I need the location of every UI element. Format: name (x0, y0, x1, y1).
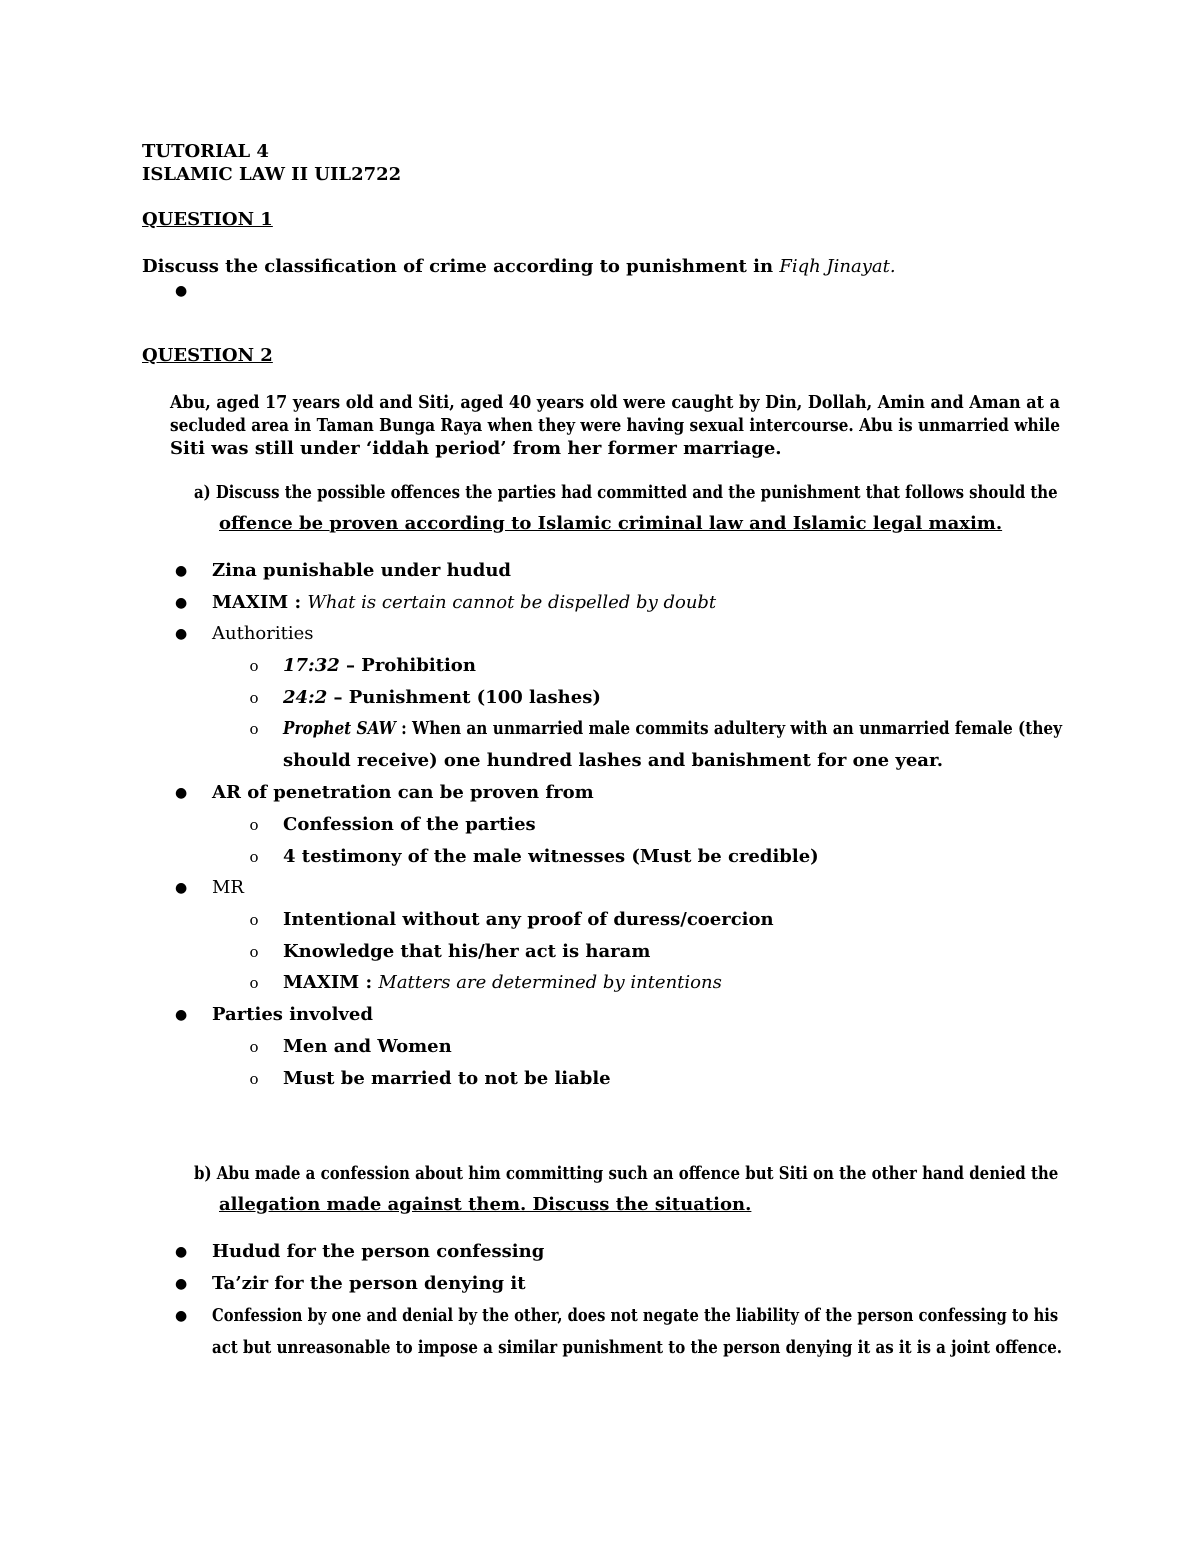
sub-bullet-icon: o (249, 911, 259, 929)
joint-offence-line-1: Confession by one and denial by the other, does not negate the liability of the person confessing to his (212, 1305, 1059, 1326)
sub-item-men-women: Men and Women (283, 1036, 452, 1057)
bullet-icon: ● (175, 283, 188, 299)
sub-item-intentional: Intentional without any proof of duress/coercion (283, 909, 774, 930)
bullet-icon: ● (175, 785, 188, 801)
part-a-question-line-1 (194, 482, 1058, 504)
sub-bullet-icon: o (249, 689, 259, 707)
sub-item-testimony: 4 testimony of the male witnesses (Must be credible) (283, 846, 819, 867)
list-item-mr: MR (212, 877, 244, 898)
ref-17-32: 17:32 (283, 655, 340, 676)
bullet-icon: ● (175, 880, 188, 896)
bullet-icon: ● (175, 1244, 188, 1260)
sub-item-punishment (283, 687, 601, 709)
sub-bullet-icon: o (249, 720, 259, 738)
list-item-hudud-confessing: Hudud for the person confessing (212, 1241, 545, 1262)
scenario-line-1: Abu, aged 17 years old and Siti, aged 40 years old were caught by Din, Dollah, Amin and Aman at a (170, 392, 1060, 413)
ref-24-2: 24:2 (283, 687, 328, 708)
list-item-zina: Zina punishable under hudud (212, 560, 512, 581)
part-b-question-line-2: allegation made against them. Discuss the situation. (219, 1194, 752, 1215)
ref-17-32-text: – Prohibition (339, 655, 476, 676)
bullet-icon: ● (175, 1276, 188, 1292)
tutorial-title: TUTORIAL 4 (142, 141, 269, 162)
list-item-joint-offence-continued: act but unreasonable to impose a similar punishment to the person denying it as it is a joint offence. (212, 1337, 1062, 1358)
maxim-label: MAXIM : (283, 972, 379, 993)
ref-prophet-text: : When an unmarried male commits adultery with an unmarried female (they (395, 718, 1062, 739)
scenario-line-2: secluded area in Taman Bunga Raya when they were having sexual intercourse. Abu is unmarried while (170, 415, 1060, 436)
part-a-question-line-2: offence be proven according to Islamic criminal law and Islamic legal maxim. (219, 513, 1003, 534)
maxim-label: MAXIM : (212, 592, 308, 613)
scenario-line-3: Siti was still under ‘iddah period’ from her former marriage. (170, 438, 782, 459)
bullet-icon: ● (175, 626, 188, 642)
sub-item-maxim-intentions (283, 972, 722, 994)
list-item-ar: AR of penetration can be proven from (212, 782, 594, 803)
maxim-text: Matters are determined by intentions (378, 972, 722, 993)
list-item-maxim-certainty (212, 592, 716, 614)
maxim-text: What is certain cannot be dispelled by doubt (307, 592, 717, 613)
sub-bullet-icon: o (249, 943, 259, 961)
sub-item-knowledge: Knowledge that his/her act is haram (283, 941, 651, 962)
sub-item-prophet (283, 718, 1062, 740)
sub-bullet-icon: o (249, 657, 259, 675)
part-b-question-line-1 (194, 1163, 1058, 1185)
sub-item-confession: Confession of the parties (283, 814, 536, 835)
sub-bullet-icon: o (249, 974, 259, 992)
list-item-authorities: Authorities (212, 623, 314, 644)
ref-24-2-text: – Punishment (100 lashes) (327, 687, 601, 708)
part-b-question-text-1: b) Abu made a confession about him committing such an offence but Siti on the other hand denied the (194, 1163, 1059, 1184)
list-item-parties: Parties involved (212, 1004, 373, 1025)
bullet-icon: ● (175, 563, 188, 579)
bullet-icon: ● (175, 1308, 188, 1324)
sub-item-prohibition (283, 655, 476, 677)
question-2-heading: QUESTION 2 (142, 345, 273, 366)
question-1-prompt (142, 256, 896, 278)
sub-bullet-icon: o (249, 848, 259, 866)
sub-bullet-icon: o (249, 1070, 259, 1088)
question-1-heading: QUESTION 1 (142, 209, 273, 230)
sub-item-prophet-continued: should receive) one hundred lashes and banishment for one year. (283, 750, 944, 771)
question-1-prompt-italic: Fiqh Jinayat. (779, 256, 896, 277)
sub-item-married: Must be married to not be liable (283, 1068, 611, 1089)
part-a-question-text-1: a) Discuss the possible offences the parties had committed and the punishment that follows should the (194, 482, 1058, 503)
bullet-icon: ● (175, 1007, 188, 1023)
list-item-tazir-denying: Ta’zir for the person denying it (212, 1273, 526, 1294)
ref-prophet: Prophet SAW (283, 718, 396, 739)
list-item-joint-offence (212, 1305, 1058, 1327)
course-title: ISLAMIC LAW II UIL2722 (142, 164, 402, 185)
sub-bullet-icon: o (249, 1038, 259, 1056)
bullet-icon: ● (175, 595, 188, 611)
question-1-prompt-text: Discuss the classification of crime according to punishment in (142, 256, 780, 277)
sub-bullet-icon: o (249, 816, 259, 834)
question-2-scenario (170, 391, 1060, 460)
